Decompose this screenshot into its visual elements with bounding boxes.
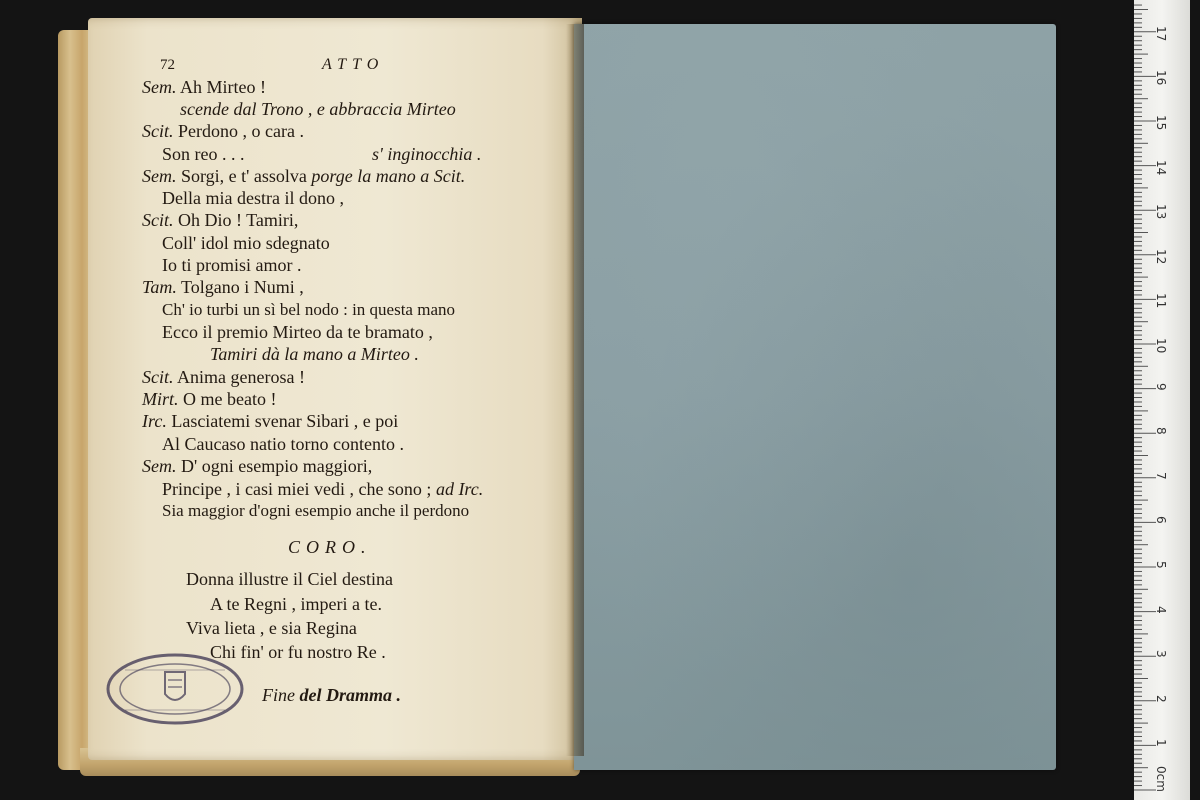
ruler-number: 6	[1154, 516, 1168, 525]
ruler-number: 1	[1154, 739, 1168, 748]
ruler-number: 3	[1154, 650, 1168, 658]
library-stamp-icon	[105, 652, 245, 726]
ruler-number: 7	[1154, 471, 1168, 480]
chorus-line: Chi fin' or fu nostro Re .	[210, 642, 386, 662]
dialogue-line: Al Caucaso natio torno contento .	[162, 434, 404, 454]
ruler-number: 12	[1154, 248, 1168, 265]
page-number: 72	[160, 57, 175, 73]
dialogue-line: Sem. Sorgi, e t' assolva porge la mano a Scit.	[142, 166, 466, 186]
dialogue-line: Scit. Oh Dio ! Tamiri,	[142, 210, 299, 230]
chorus-line: A te Regni , imperi a te.	[210, 594, 382, 614]
chorus-line: Viva lieta , e sia Regina	[186, 618, 357, 638]
dialogue-line: Irc. Lasciatemi svenar Sibari , e poi	[142, 411, 399, 431]
page-header: ATTO	[322, 56, 385, 73]
blue-cover	[574, 24, 1056, 770]
ruler-number: 16	[1154, 70, 1168, 86]
ruler-number: 15	[1154, 115, 1168, 131]
ruler-number: 4	[1154, 605, 1168, 614]
chorus-line: Donna illustre il Ciel destina	[186, 569, 393, 589]
dialogue-line: Principe , i casi miei vedi , che sono ; ad Irc.	[162, 479, 484, 499]
ruler-number: 13	[1154, 204, 1168, 220]
stage-direction: scende dal Trono , e abbraccia Mirteo	[180, 99, 456, 119]
ruler-number: 8	[1154, 427, 1168, 435]
dialogue-line: Sem. D' ogni esempio maggiori,	[142, 456, 373, 476]
ruler-number: 17	[1154, 25, 1168, 42]
dialogue-line: Scit. Perdono , o cara .	[142, 121, 304, 141]
ruler-number: 11	[1154, 293, 1168, 309]
dialogue-line: Tam. Tolgano i Numi ,	[142, 277, 304, 297]
dialogue-line: Sia maggior d'ogni esempio anche il perdono	[162, 501, 470, 520]
ruler-number: 14	[1154, 159, 1168, 175]
dialogue-line: Mirt. O me beato !	[142, 389, 277, 409]
dialogue-line: Ch' io turbi un sì bel nodo : in questa mano	[162, 300, 455, 319]
ending-line: Fine del Dramma .	[262, 685, 401, 705]
dialogue-line: Scit. Anima generosa !	[142, 367, 305, 387]
ruler-number: 0cm	[1154, 766, 1168, 792]
dialogue-line: Della mia destra il dono ,	[162, 188, 344, 208]
dialogue-line: Coll' idol mio sdegnato	[162, 233, 330, 253]
ruler-number: 2	[1154, 694, 1168, 703]
dialogue-line: Sem. Ah Mirteo !	[142, 77, 266, 97]
ruler-number: 9	[1154, 382, 1168, 391]
stage-direction: Tamiri dà la mano a Mirteo .	[210, 344, 419, 364]
ruler-number: 10	[1154, 338, 1168, 354]
stage-direction: s' inginocchia .	[372, 144, 482, 164]
dialogue-line: Io ti promisi amor .	[162, 255, 302, 275]
book-gutter	[566, 24, 584, 756]
dialogue-line: Ecco il premio Mirteo da te bramato ,	[162, 322, 433, 342]
ruler-number: 5	[1154, 561, 1168, 569]
dialogue-line: Son reo . . .	[162, 144, 245, 164]
chorus-title: CORO.	[288, 537, 372, 557]
